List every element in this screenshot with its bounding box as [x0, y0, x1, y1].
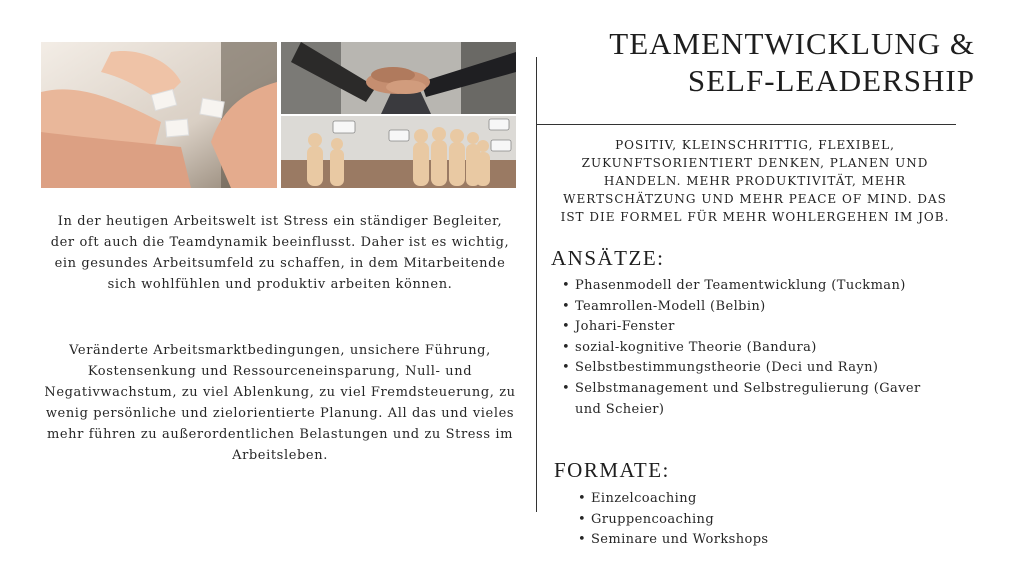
puzzle-hands-photo: [41, 42, 277, 188]
formats-heading: FORMATE:: [554, 458, 670, 482]
vertical-divider: [536, 57, 537, 512]
intro-paragraph: In der heutigen Arbeitswelt ist Stress ein ständiger Begleiter, der oft auch die Teamdynamik beeinflusst. Daher ist es wichtig, ein gesundes Arbeitsumfeld zu schaffen, in dem Mitarbeitende sich wohlfühlen und produktiv arbeiten können.: [50, 214, 510, 292]
list-item: • sozial-kognitive Theorie (Bandura): [561, 338, 941, 359]
formats-list: [577, 489, 877, 551]
stress-paragraph: Veränderte Arbeitsmarktbedingungen, unsichere Führung, Kostensenkung und Ressourceneinsparung, Null- und Negativwachstum, zu viel Ablenkung, zu viel Fremdsteuerung, zu wenig persönliche und zielorientierte Planung. All das und vieles mehr führen zu außerordentlichen Belastungen und zu Stress im Arbeitsleben.: [44, 343, 516, 463]
list-item: • Einzelcoaching: [577, 489, 877, 510]
title-line-1: TEAMENTWICKLUNG &: [609, 26, 975, 61]
tagline: POSITIV, KLEINSCHRITTIG, FLEXIBEL, ZUKUNFTSORIENTIERT DENKEN, PLANEN UND HANDELN. MEHR PRODUKTIVITÄT, MEHR WERTSCHÄTZUNG UND MEHR PEACE OF MIND. DAS IST DIE FORMEL FÜR MEHR WOHLERGEHEN IM JOB.: [560, 138, 950, 224]
title-underline: [536, 124, 956, 125]
list-item: • Selbstmanagement und Selbstregulierung (Gaver und Scheier): [561, 379, 941, 420]
approaches-list: [561, 276, 941, 420]
list-item: • Seminare und Workshops: [577, 530, 877, 551]
page-title: [609, 25, 975, 99]
list-item: • Gruppencoaching: [577, 510, 877, 531]
list-item: • Teamrollen-Modell (Belbin): [561, 297, 941, 318]
title-line-2: SELF-LEADERSHIP: [687, 63, 975, 98]
approaches-heading: ANSÄTZE:: [551, 246, 665, 270]
team-hands-photo: [281, 42, 516, 114]
list-item: • Johari-Fenster: [561, 317, 941, 338]
wooden-figures-photo: [281, 116, 516, 188]
list-item: • Phasenmodell der Teamentwicklung (Tuckman): [561, 276, 941, 297]
list-item: • Selbstbestimmungstheorie (Deci und Rayn): [561, 358, 941, 379]
